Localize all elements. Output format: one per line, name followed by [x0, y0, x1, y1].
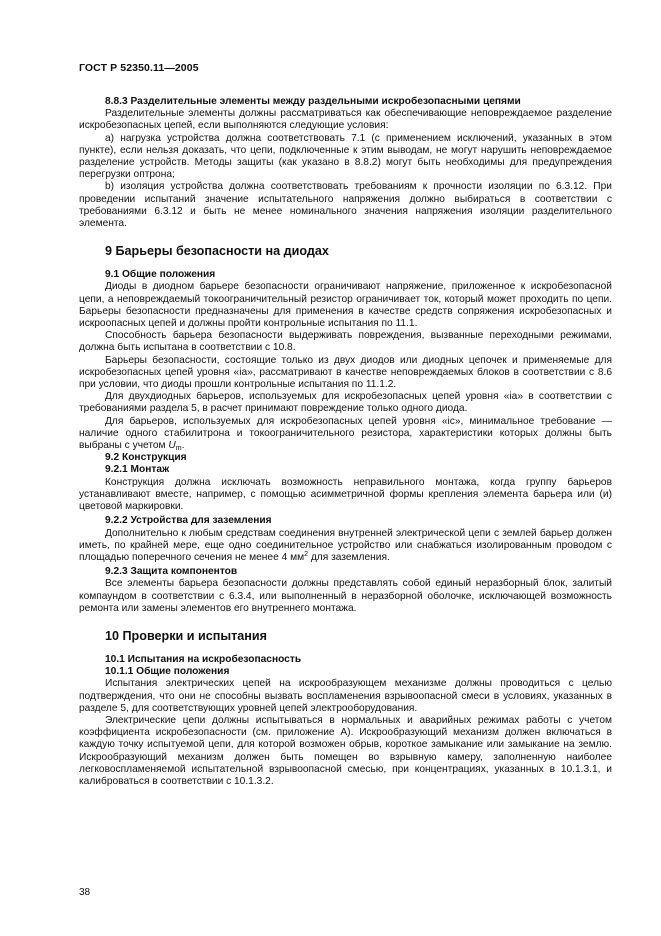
paragraph: Испытания электрических цепей на искрообразующем механизме должны проводиться с целью подтверждения, что они не способны вызвать воспламенения взрывоопасной смеси в условиях, указанных в разделе 5, для соответствующих уровней цепей электрооборудования.	[79, 678, 612, 714]
section-9-2-1-title: 9.2.1 Монтаж	[105, 464, 170, 476]
section-9-2-3-title: 9.2.3 Защита компонентов	[105, 566, 238, 578]
symbol-subscript: m	[175, 445, 182, 453]
superscript: 2	[304, 550, 309, 558]
section-9-2-title: 9.2 Конструкция	[105, 452, 187, 464]
section-9-title: 9 Барьеры безопасности на диодах	[105, 244, 329, 259]
paragraph: Конструкция должна исключать возможность неправильного монтажа, когда группу барьеров устанавливают вместе, например, с помощью асимметричной формы крепления элемента барьера или (и) цветовой маркировки.	[79, 476, 612, 513]
page-number: 38	[79, 887, 91, 898]
section-8-8-3-title: 8.8.3 Разделительные элементы между раздельными искробезопасными цепями	[105, 96, 521, 107]
page-content	[79, 96, 612, 788]
paragraph: Диоды в диодном барьере безопасности ограничивают напряжение, приложенное к искробезопасной цепи, а неповреждаемый токоограничительный резистор ограничивает ток, который может проходить по цепи. Барьеры безопасности предназначены для применения в качестве средств сопряжения искробезопасных и искроопасных цепей и должны пройти контрольные испытания по 11.1.	[79, 281, 612, 330]
paragraph-item-a: a) нагрузка устройства должна соответствовать 7.1 (с применением исключений, указанных в этом пункте), если нельзя доказать, что цепи, подключенные к этим выводам, не могут нарушить неповреждаемое разделение устройств. Методы защиты (как указано в 8.8.2) могут быть необходимы для предупреждения перегрузки оптрона;	[79, 132, 612, 181]
paragraph: Дополнительно к любым средствам соединения внутренней электрической цепи с землей барьер должен иметь, по крайней мере, еще одно соединительное устройство или снабжаться изолированным проводом с площадью поперечного сечения не менее 4 $мм^2$ для заземления.	[79, 527, 612, 563]
paragraph: Все элементы барьера безопасности должны представлять собой единый неразборный блок, залитый компаундом в соответствии с 6.3.4, или выполненный в неразборной оболочке, исключающей возможность ремонта или замены элементов его внутреннего монтажа.	[79, 578, 612, 614]
paragraph: Для барьеров, используемых для искробезопасных цепей уровня «ic», минимальное требование — наличие одного стабилитрона и токоограничительного резистора, характеристики которых должны быть выбраны с учетом $U_m$.	[79, 415, 612, 453]
section-10-1-title: 10.1 Испытания на искробезопасность	[105, 653, 302, 665]
paragraph-item-b: b) изоляция устройства должна соответствовать требованиям к прочности изоляции по 6.3.12. При проведении испытаний значение испытательного напряжения должно выбираться в соответствии с требованиями 6.3.12 и быть не менее номинального значения напряжения изоляции разделительного элемента.	[79, 181, 612, 230]
paragraph: Разделительные элементы должны рассматриваться как обеспечивающие неповреждаемое разделение искробезопасных цепей, если выполняются следующие условия:	[79, 108, 612, 132]
symbol-u: U	[168, 440, 176, 452]
section-9-1-title: 9.1 Общие положения	[105, 269, 216, 281]
paragraph: Электрические цепи должны испытываться в нормальных и аварийных режимах работы с учетом коэффициента искробезопасности (см. приложение А). Искрообразующий механизм должен включаться в каждую точку испытуемой цепи, для которой возможен обрыв, короткое замыкание или замыкание на землю. Искрообразующий механизм должен быть помещен во взрывную камеру, заполненную наиболее легковоспламеняемой испытательной взрывоопасной смесью, при концентрациях, указанных в 10.1.3.1, и калиброваться в соответствии с 10.1.3.2.	[79, 714, 612, 787]
section-10-title: 10 Проверки и испытания	[105, 628, 267, 643]
section-9-2-2-title: 9.2.2 Устройства для заземления	[105, 515, 272, 527]
paragraph: Способность барьера безопасности выдерживать повреждения, вызванные переходными режимами, должна быть испытана в соответствии с 10.8.	[79, 330, 612, 354]
document-header: ГОСТ Р 52350.11—2005	[79, 62, 199, 74]
paragraph: Барьеры безопасности, состоящие только из двух диодов или диодных цепочек и применяемые для искробезопасных цепей уровня «ia», рассматривают в качестве неповреждаемых блоков в соответствии с 8.6 при условии, что диоды прошли контрольные испытания по 11.1.2.	[79, 354, 612, 391]
paragraph: Для двухдиодных барьеров, используемых для искробезопасных цепей уровня «ia» в соответствии с требованиями раздела 5, в расчет принимают повреждение только одного диода.	[79, 391, 612, 415]
section-10-1-1-title: 10.1.1 Общие положения	[105, 666, 230, 678]
